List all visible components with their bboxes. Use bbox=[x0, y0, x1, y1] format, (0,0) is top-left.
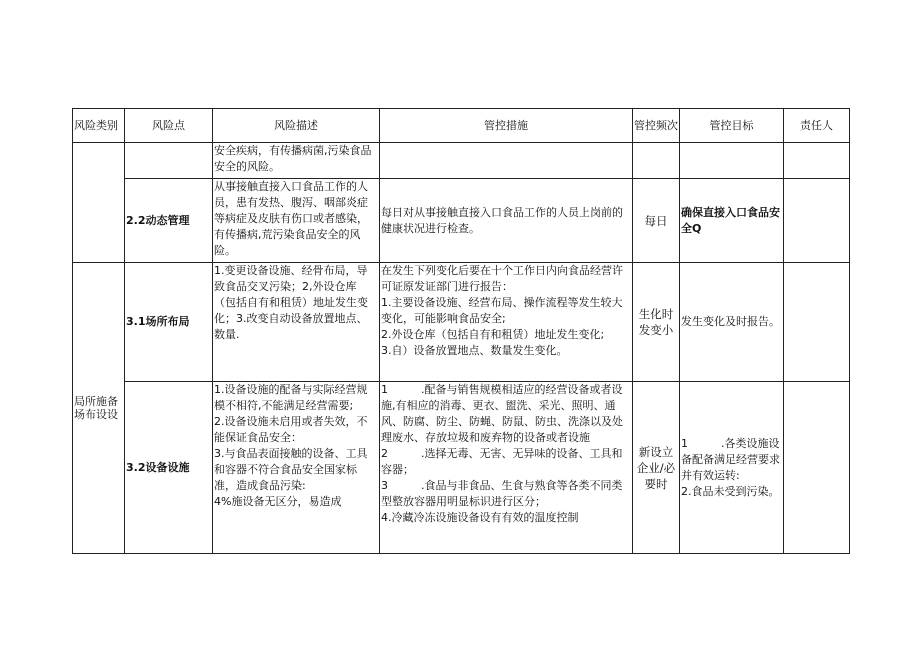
measure-line: 4.冷藏冷冻设施设备设有有效的温度控制 bbox=[381, 511, 579, 524]
measure-line: 1 .配备与销售规模相适应的经营设备或者设施,有相应的消毒、更衣、盥洗、采光、照明、通风、防腐、防尘、防蝇、防鼠、防虫、洗涤以及处理废水、存放垃圾和废弃物的设备或者设施 bbox=[381, 383, 623, 444]
risk-point-cell bbox=[125, 143, 213, 179]
header-row bbox=[73, 109, 850, 143]
measure-line: 3 .食品与非食品、生食与熟食等各类不同类型整放容器用明显标识进行区分； bbox=[381, 479, 623, 508]
table-row bbox=[73, 263, 850, 382]
control-frequency-cell: 生化时发变小 bbox=[633, 263, 680, 382]
description-line: 1.变更设备设施、经骨布局，导致食品交叉污染；2,外设仓库（包括自有和租赁）地址发生变化；3.改变自动设备放置地点、数量. bbox=[214, 264, 368, 341]
target-line: 2.食品未受到污染。 bbox=[681, 484, 780, 498]
control-frequency-cell: 每日 bbox=[633, 179, 680, 263]
risk-description-cell bbox=[213, 382, 380, 554]
measure-line: 1.主要设备设施、经营布局、操作流程等发生较大变化，可能影响食品安全; bbox=[381, 296, 623, 325]
control-target-cell bbox=[680, 382, 784, 554]
target-line: 1 .各类设施设备配备满足经营要求并有效运转: bbox=[681, 436, 780, 482]
category-cell: 局所施备场布设设 bbox=[73, 263, 125, 554]
description-line: 4%施设备无区分，易造成 bbox=[214, 495, 342, 508]
table-row bbox=[73, 143, 850, 179]
description-line: 2.设备设施未启用或者失效，不能保证食品安全： bbox=[214, 415, 368, 444]
measure-line: 2.外设仓库（包括自有和租赁）地址发生变化; bbox=[381, 328, 605, 341]
control-target-cell bbox=[680, 143, 784, 179]
header-control-measures: 管控措施 bbox=[380, 109, 633, 143]
header-risk-description: 风险描述 bbox=[213, 109, 380, 143]
control-frequency-cell: 新设立企业/必要时 bbox=[633, 382, 680, 554]
owner-cell bbox=[784, 143, 850, 179]
table-row bbox=[73, 382, 850, 554]
owner-cell bbox=[784, 382, 850, 554]
measure-line: 2 .选择无毒、无害、无异味的设备、工具和容器； bbox=[381, 447, 623, 476]
measure-line: 在发生下列变化后要在十个工作日内向食品经营许可证原发证部门进行报告： bbox=[381, 264, 623, 293]
risk-description-cell: 从事接触直接入口食品工作的人员，患有发热、腹泻、咽部炎症等病症及皮肤有伤口或者感染，有传播病,荒污染食品安全的风险。 bbox=[213, 179, 380, 263]
control-target-cell: 确保直接入口食品安全Q bbox=[680, 179, 784, 263]
header-category: 风险类别 bbox=[73, 109, 125, 143]
description-line: 1.设备设施的配备与实际经营规模不相符,不能满足经营需要; bbox=[214, 383, 368, 412]
control-target-cell: 发生变化及时报告。 bbox=[680, 263, 784, 382]
risk-point-cell: 2.2动态管理 bbox=[125, 179, 213, 263]
owner-cell bbox=[784, 179, 850, 263]
header-control-target: 管控目标 bbox=[680, 109, 784, 143]
header-risk-point: 风险点 bbox=[125, 109, 213, 143]
control-measures-cell: 每日对从事接触直接入口食品工作的人员上岗前的健康状况进行检查。 bbox=[380, 179, 633, 263]
measure-line: 3.自）设备放置地点、数量发生变化。 bbox=[381, 344, 568, 357]
table-row bbox=[73, 179, 850, 263]
control-measures-cell bbox=[380, 382, 633, 554]
header-control-frequency: 管控频次 bbox=[633, 109, 680, 143]
control-frequency-cell bbox=[633, 143, 680, 179]
risk-control-table bbox=[72, 108, 850, 554]
owner-cell bbox=[784, 263, 850, 382]
risk-description-cell bbox=[213, 263, 380, 382]
header-owner: 责任人 bbox=[784, 109, 850, 143]
description-line: 3.与食品表面接触的设备、工具和容器不符合食品安全国家标准，造成食品污染: bbox=[214, 447, 368, 492]
control-measures-cell bbox=[380, 263, 633, 382]
category-cell bbox=[73, 143, 125, 263]
risk-description-cell: 安全疾病，有传播病菌,污染食品安全的风险。 bbox=[213, 143, 380, 179]
risk-point-cell: 3.1场所布局 bbox=[125, 263, 213, 382]
control-measures-cell bbox=[380, 143, 633, 179]
risk-point-cell: 3.2设备设施 bbox=[125, 382, 213, 554]
